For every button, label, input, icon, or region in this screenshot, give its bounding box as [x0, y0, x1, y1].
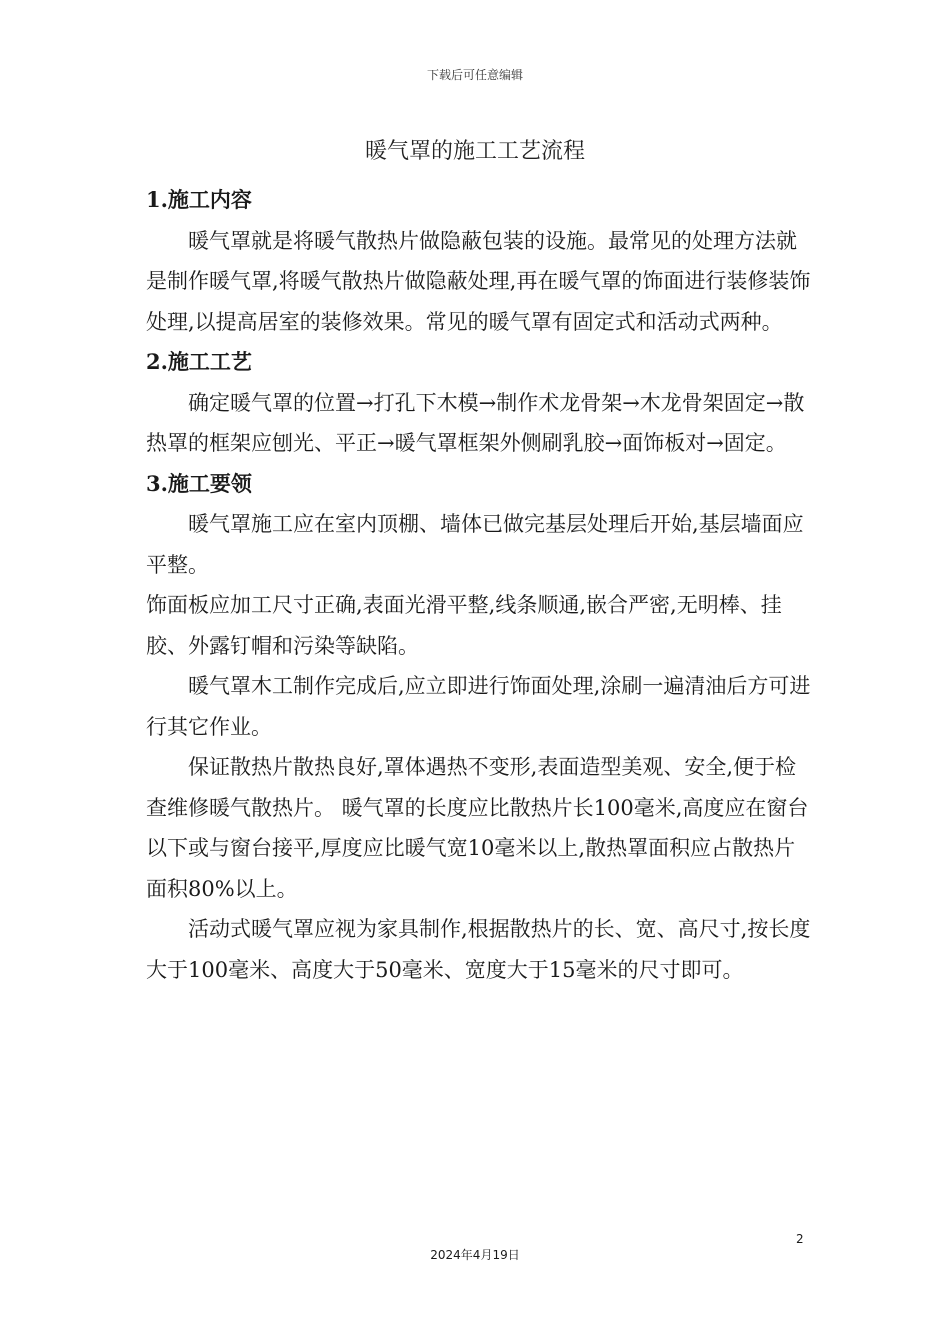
- paragraph-key-point-1: 暖气罩施工应在室内顶棚、墙体已做完基层处理后开始,基层墙面应平整。: [146, 512, 804, 577]
- paragraph-key-point-4: 保证散热片散热良好,罩体遇热不变形,表面造型美观、安全,便于检查维修暖气散热片。 暖气罩的长度应比散热片长100毫米,高度应在窗台以下或与窗台接平,厚度应比暖气宽10毫米以上,散热罩面积应占散热片面积80%以上。: [146, 755, 809, 901]
- footer-date: 2024年4月19日: [430, 1248, 520, 1262]
- paragraph-key-point-3: 暖气罩木工制作完成后,应立即进行饰面处理,涂刷一遍清油后方可进行其它作业。: [146, 674, 811, 739]
- paragraph-process-steps: 确定暖气罩的位置→打孔下木模→制作术龙骨架→木龙骨架固定→散热罩的框架应刨光、平正→暖气罩框架外侧刷乳胶→面饰板对→固定。: [146, 390, 805, 455]
- header-note: 下载后可任意编辑: [426, 68, 523, 82]
- paragraph-key-point-5: 活动式暖气罩应视为家具制作,根据散热片的长、宽、高尺寸,按长度大于100毫米、高度大于50毫米、宽度大于15毫米的尺寸即可。: [146, 917, 811, 982]
- page-number: 2: [796, 1232, 804, 1246]
- document-title: 暖气罩的施工工艺流程: [364, 139, 585, 164]
- section-heading-process: 2.施工工艺: [146, 349, 252, 374]
- document-body: [146, 180, 811, 990]
- paragraph-content-intro: 暖气罩就是将暖气散热片做隐蔽包装的设施。最常见的处理方法就是制作暖气罩,将暖气散热片做隐蔽处理,再在暖气罩的饰面进行装修装饰处理,以提高居室的装修效果。常见的暖气罩有固定式和活动式两种。: [146, 228, 811, 334]
- section-heading-content: 1.施工内容: [146, 187, 252, 212]
- paragraph-key-point-2: 饰面板应加工尺寸正确,表面光滑平整,线条顺通,嵌合严密,无明棒、挂胶、外露钉帽和污染等缺陷。: [146, 593, 782, 658]
- section-heading-key-points: 3.施工要领: [146, 470, 252, 496]
